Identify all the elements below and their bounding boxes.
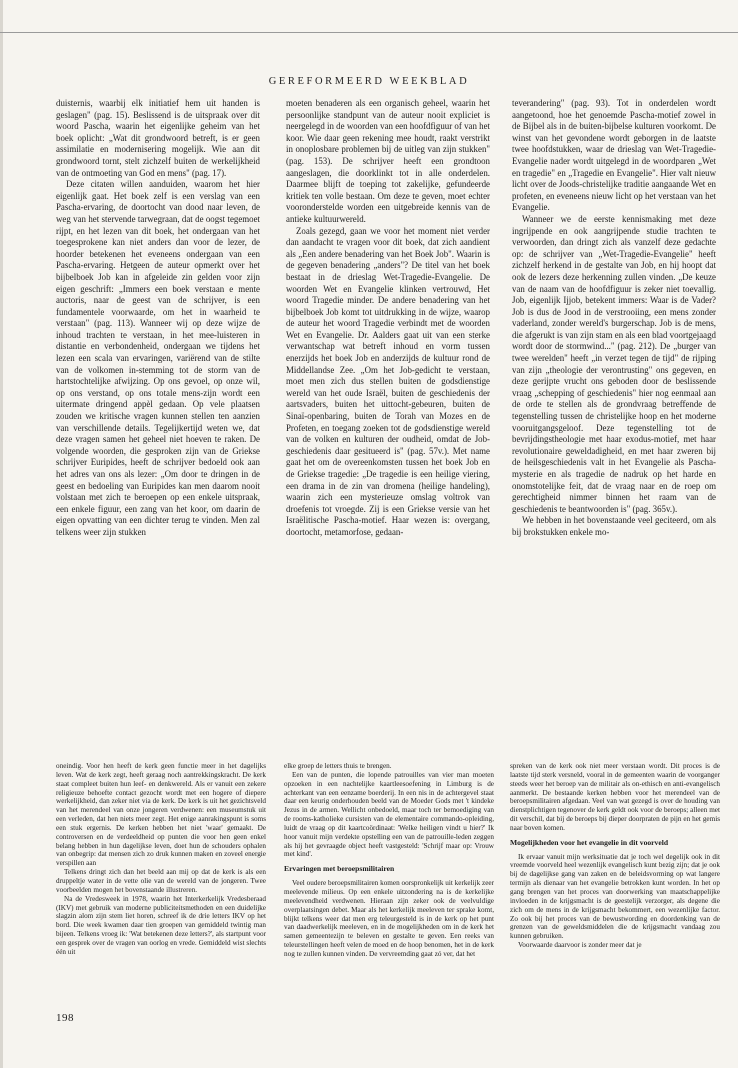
paragraph: Veel oudere beroepsmilitairen komen oorspronkelijk uit kerkelijk zeer meelevende milieus. Op een enkele uitzondering na is de kerkelijke meelevendheid verdwenen. Hieraan zijn zeker ook de veelvuldige overplaatsingen debet. Maar als het kerkelijk meeleven ter sprake komt, blijkt telkens weer dat men erg teleurgesteld is in de kerk op het punt van daadwerkelijk meeleven, en in de mogelijkheden om in de kerk het samen gemeentezijn te beleven en gestalte te geven. Een reeks van teleurstellingen heeft velen de moed en de hoop benomen, het in de kerk nog te zullen kunnen vinden. De vervreemding gaat zó ver, dat het [284, 879, 494, 958]
section-heading: Ervaringen met beroepsmilitairen [284, 864, 395, 874]
paragraph: spreken van de kerk ook niet meer verstaan wordt. Dit proces is de laatste tijd sterk versneld, vooral in de gemeenten waarin de voorganger steeds weer het beroep van de militair als on-ethisch en anti-evangelisch aanmerkt. De bestaande kerken hebben voor het merendeel van de beroepsmilitairen afgedaan. Veel van wat gezegd is over de houding van dienstplichtigen tegenover de kerk geldt ook voor de beroeps; alleen met dit verschil, dat bij de beroeps bij dieper doorpraten de pijn en het gemis naar boven komen. [510, 762, 720, 832]
scan-edge [0, 0, 3, 1068]
article-column-1 [56, 98, 260, 539]
paragraph: Telkens dringt zich dan het beeld aan mij op dat de kerk is als een druppeltje water in de vette olie van de wereld van de jongeren. Twee voorbeelden mogen het bovenstaande illustreren. [56, 868, 266, 894]
paragraph: Zoals gezegd, gaan we voor het moment niet verder dan aandacht te vragen voor dit boek, dat zich aandient als „Een andere benadering van het Boek Job". Waarin is de gegeven benadering „anders"? De titel van het boek bestaat in de drieslag Wet-Tragedie-Evangelie. De woorden Wet en Evangelie klinken vertrouwd, Het woord Tragedie minder. De andere benadering van het bijbelboek Job komt tot uitdrukking in de wijze, waarop de auteur het woord Tragedie verbindt met de woorden Wet en Evangelie. Dr. Aalders gaat uit van een sterke verwantschap wat betreft inhoud en vorm tussen enerzijds het boek Job en anderzijds de kultuur rond de Middellandse Zee. „Om het Job-gedicht te verstaan, moet men zich dus stellen buiten de godsdienstige wereld van het oude Israël, buiten de geschiedenis der aartsvaders, buiten het uittocht-gebeuren, buiten de Sinaï-openbaring, buiten de Torah van Mozes en de Profeten, en toegang zoeken tot de godsdienstige wereld van de volken en kulturen der oudheid, omdat de Job-geschiedenis daar gesitueerd is" (pag. 57v.). Met name gaat het om de overeenkomsten tussen het boek Job en de Griekse tragedie: „De tragedie is een heilige viering, een drama in de zin van dromena (heilige handeling), waarin zich een mysterieuze omslag voltrok van droefenis tot vroegde. Zij is een Griekse versie van het Israëlitische Pascha-motief. Haar wezen is: overgang, doortocht, metamorfose, gedaan- [286, 225, 490, 537]
paragraph: Ik ervaar vanuit mijn werksituatie dat je toch wel degelijk ook in dit vreemde voorveld heel wezenlijk evangelisch kunt bezig zijn; dat je ook bij de dagelijkse gang van zaken en de beleidsvorming op wat langere termijn als dienaar van het evangelie betrokken kunt worden. In het op gang brengen van het proces van doorwerking van maatschappelijke invloeden in de krijgsmacht is de geestelijk verzorger, als degene die zich om de mens in de krijgsmacht bekommert, een wezenlijke factor. Zo ook bij het proces van de bewustwording en doordenking van de grenzen van de geweldsmiddelen die de krijgsmacht vandaag zou kunnen gebruiken. [510, 852, 720, 941]
paragraph: Een van de punten, die lopende patrouilles van vier man moeten opzoeken in een nachtelijke kaartleesoefening in Limburg is de achterkant van een eenzame boerderij. In een nis in de achtergevel staat daar een keurig onderhouden beeld van de Moeder Gods met 't kindeke Jezus in de armen. Wellicht onbedoeld, maar toch ter bemoediging van de rooms-katholieke cursisten van de elementaire commando-opleiding, luidt de vraag op dit kaartcoördinaat: 'Welke heiligen vindt u hier?' Ik hoor vanuit mijn verdekte opstelling een van de patrouille-leden zeggen als hij het gevraagde object heeft vastgesteld: 'Schrijf maar op: Vrouw met kind'. [284, 770, 494, 859]
paragraph: We hebben in het bovenstaande veel geciteerd, om als bij brokstukken enkele mo- [512, 515, 716, 537]
paragraph: Na de Vredesweek in 1978, waarin het Interkerkelijk Vredesberaad (IKV) met gebruik van moderne publiciteitsmethoden en een duidelijke slagzin alom zijn stem liet horen, schreef ik de drie letters IKV op het bord. Die week kwamen daar tien groepen van gemiddeld twintig man bijeen. Telkens vroeg ik: 'Wat betekenen deze letters?', als startpunt voor een gesprek over de vragen van oorlog en vrede. Gemiddeld wist slechts één uit [56, 894, 266, 956]
paragraph: duisternis, waarbij elk initiatief hem uit handen is geslagen" (pag. 15). Beslissend is de uitspraak over dit woord Pascha, waarin het eigenlijke geheim van het boek oplicht: „Wat dit grondwoord betreft, is er geen assimilatie en modernisering mogelijk. Wie aan dit grondwoord tornt, stelt zichzelf buiten de werkelijkheid van de ontmoeting van God en mens" (pag. 17). [56, 98, 260, 178]
paragraph: teverandering" (pag. 93). Tot in onderdelen wordt aangetoond, hoe het genoemde Pascha-motief zowel in de Bijbel als in de buiten-bijbelse kulturen voorkomt. De winst van het gevondene wordt geborgen in de laatste twee hoofdstukken, waar de drieslag van Wet-Tragedie-Evangelie nader wordt uitgelegd in de woordparen „Wet en tragedie" en „Tragedie en Evangelie". Hier valt nieuw licht over de Joods-christelijke traditie aangaande Wet en profeten, en eveneens nieuw licht op het verstaan van het Evangelie. [512, 98, 716, 213]
article-column-3 [512, 98, 716, 539]
paragraph: Deze citaten willen aanduiden, waarom het hier eigenlijk gaat. Het boek zelf is een verslag van een Pascha-ervaring, de doortocht van dood naar leven, de weg van het stervende tarwegraan, dat de oogst tegemoet rijpt, en het lezen van dit boek, het ondergaan van het toegesprokene kan niet anders dan voor de lezer, de hoorder betekenen het eveneens ondergaan van een Pascha-ervaring. Hetgeen de auteur opmerkt over het bijbelboek Job kan in afgeleide zin gelden voor zijn eigen geschrift: „Immers een boek verstaan e mente auctoris, naar de geest van de schrijver, is een fundamentele voorwaarde, om het in waarheid te verstaan" (pag. 113). Wanneer wij op deze wijze de inhoud trachten te verstaan, in het mee-luisteren in distantie en verbondenheid, ondergaan we tijdens het lezen een scala van ervaringen, variërend van de stilte van de volkomen in-stemming tot de storm van de hartstochtelijke afwijzing. Op ons gevoel, op onze wil, op ons verstand, op ons totale mens-zijn wordt een uitermate dringend appèl gedaan. Op vele plaatsen zouden we kritische vragen kunnen stellen ten aanzien van verschillende details. Tegelijkertijd weten we, dat deze vragen samen het geheel niet hoeven te raken. De volgende woorden, die gesproken zijn van de Griekse schrijver Euripides, heeft de schrijver bedoeld ook aan het adres van ons als lezer: „Om door te dringen in de geest en bedoeling van Euripides kan men daarom nooit volstaan met zich te beroepen op een enkele uitspraak, een enkele figuur, een zang van het koor, om daarin de eigen opvatting van een dichter terug te vinden. Men zal telkens weer zijn stukken [56, 179, 260, 537]
paragraph: oneindig. Voor hen heeft de kerk geen functie meer in het dagelijks leven. Wat de kerk zegt, heeft geraag noch aantrekkingskracht. De kerk staat compleet buiten hun leef- en denkwereld. Als er vanuit een zekere religieuze behoefte contact gezocht wordt met een hogere of diepere werkelijkheid, dan zeker niet via de kerk. De kerk is uit het gezichtsveld van het merendeel van onze jongeren verdwenen: een museumstuk uit een verleden, dat hen niets meer zegt. Het enige aanrakingspunt is soms een stuk ergernis. De kerken hebben het niet 'waar' gemaakt. De controversen en de verdeeldheid op punten die voor hen geen enkel belang hebben in hun dagelijkse leven, doet hun de schouders ophalen van onbegrip: dat mensen zich zo druk kunnen maken en zoveel energie verspillen aan [56, 762, 266, 868]
bottom-column-2 [284, 762, 494, 959]
paragraph: moeten benaderen als een organisch geheel, waarin het persoonlijke standpunt van de auteur nooit expliciet is neergelegd in de woorden van een hoofdfiguur of van het koor. Wie daar geen rekening mee houdt, raakt verstrikt in onoplosbare problemen bij de uitleg van zijn stukken" (pag. 153). De schrijver heeft een grondtoon aangeslagen, die doorklinkt tot in alle onderdelen. Daarmee blijft de toeping tot zakelijke, gefundeerde kritiek ten volle bestaan. Om deze te geven, moet echter vooronderstelde worden een uitgebreide kennis van de antieke kultuurwereld. [286, 98, 490, 224]
page-number: 198 [56, 1012, 74, 1024]
running-header: GEREFORMEERD WEEKBLAD [268, 76, 470, 87]
paragraph: elke groep de letters thuis te brengen. [284, 762, 392, 770]
bottom-column-1 [56, 762, 266, 957]
section-heading: Mogelijkheden voor het evangelie in dit voorveld [510, 837, 669, 847]
article-column-2 [286, 98, 490, 539]
paragraph: Voorwaarde daarvoor is zonder meer dat je [518, 941, 642, 950]
bottom-column-3 [510, 762, 720, 950]
top-rule [0, 32, 738, 33]
paragraph: Wanneer we de eerste kennismaking met deze ingrijpende en ook aangrijpende studie trachten te verwoorden, dan dringt zich als vanzelf deze gedachte op: de schrijver van „Wet-Tragedie-Evangelie" heeft zichzelf herkend in de gestalte van Job, en hij hoopt dat ook de lezers deze herkenning zullen vinden. „De keuze van de naam van de hoofdfiguur is zeker niet toevallig. Job, eigenlijk Ijjob, betekent immers: Waar is de Vader? Job is dus de Jood in de verstrooiing, een mens zonder vaderland, zonder wereld's burgerschap. Job is de mens, die afgerukt is van zijn stam en als een blad voortgejaagd wordt door de stormwind..." (pag. 212). De „burger van twee werelden" heeft „in verzet tegen de tijd" de rijping van zijn „theologie der verontrusting" ons gegeven, en deze gerijpte vrucht ons geboden door de beslissende vraag „schepping of geschiedenis" hier nog eenmaal aan de orde te stellen als de grondvraag betreffende de tegenstelling tussen de christelijke hoop en het moderne vooruitgangsgeloof. Deze tegenstelling tot de bevrijdingstheologie met haar exodus-motief, met haar revolutionaire geweldadigheid, en met haar zweren bij de heilsgeschiedenis valt in het Evangelie als Pascha-mysterie en als tragedie de nadruk op het harde en onomstotelijke feit, dat de vraag naar en de roep om gerechtigheid nimmer binnen het raam van de geschiedenis te beantwoorden is" (pag. 365v.). [512, 213, 716, 514]
